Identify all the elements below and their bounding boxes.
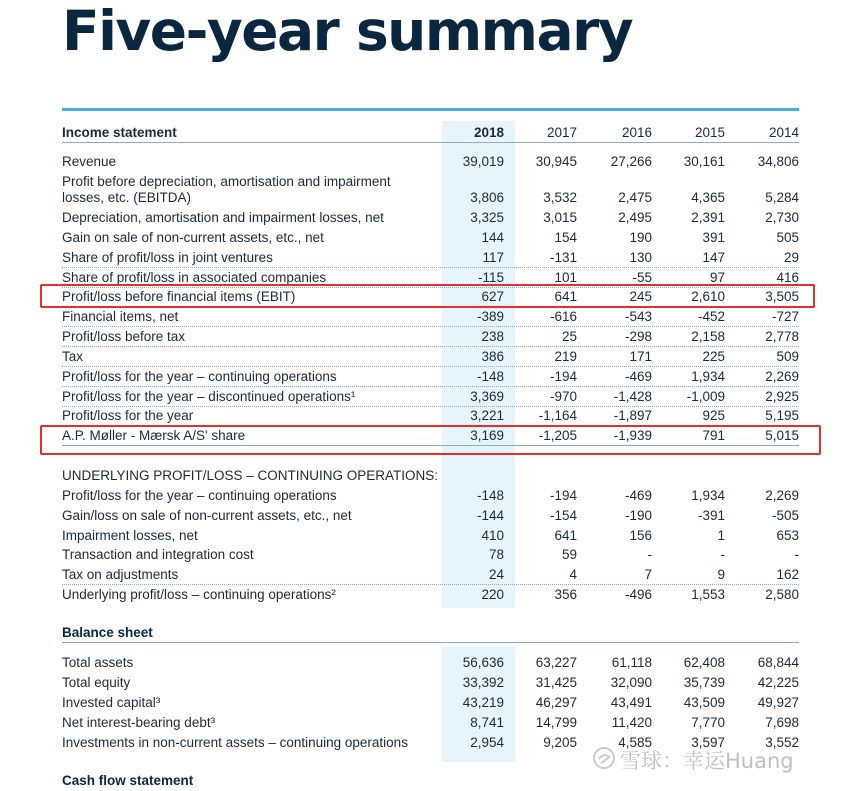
cell-value: 11,420 <box>611 715 652 730</box>
snowball-logo-icon <box>592 746 616 770</box>
cell-value: 391 <box>702 230 725 245</box>
cell-value: 245 <box>629 289 652 304</box>
cell-value: -391 <box>697 508 725 523</box>
cell-value: 25 <box>561 329 577 344</box>
cell-value: -727 <box>771 309 799 324</box>
cell-value: -194 <box>549 369 577 384</box>
row-label: Profit/loss for the year <box>62 408 194 423</box>
cell-value: 1,934 <box>691 488 725 503</box>
row-label: Total equity <box>62 675 131 690</box>
cell-value: 641 <box>554 289 577 304</box>
cell-value: -1,205 <box>538 428 577 443</box>
cell-value: 3,532 <box>543 190 577 205</box>
cell-value: 238 <box>481 329 504 344</box>
cell-value: 641 <box>554 528 577 543</box>
row-label: Investments in non-current assets – continuing operations <box>62 735 408 750</box>
cell-value: 7 <box>644 567 652 582</box>
cell-value: -131 <box>549 250 577 265</box>
cell-value: -505 <box>771 508 799 523</box>
income-statement-header-row <box>62 123 799 143</box>
row-label: Share of profit/loss in joint ventures <box>62 250 273 265</box>
cell-value: -144 <box>476 508 504 523</box>
cell-value: 4,365 <box>691 190 725 205</box>
year-2014-header: 2014 <box>768 125 799 140</box>
cell-value: 2,475 <box>618 190 652 205</box>
cell-value: 171 <box>629 349 652 364</box>
row-label: Profit/loss for the year – discontinued operations¹ <box>62 389 356 404</box>
cell-value: 8,741 <box>470 715 504 730</box>
cell-value: 7,698 <box>765 715 799 730</box>
cell-value: 225 <box>702 349 725 364</box>
underlying-heading: UNDERLYING PROFIT/LOSS – CONTINUING OPERATIONS: <box>62 468 439 483</box>
cell-value: 5,284 <box>765 190 799 205</box>
cell-value: 2,391 <box>691 210 725 225</box>
ebit-highlight-box <box>40 284 815 308</box>
cell-value: 68,844 <box>757 655 799 670</box>
cell-value: 39,019 <box>462 154 504 169</box>
cell-value: 4,585 <box>618 735 652 750</box>
row-label: Net interest-bearing debt³ <box>62 715 216 730</box>
cell-value: 34,806 <box>757 154 799 169</box>
cell-value: 2,954 <box>470 735 504 750</box>
underlying-heading-row <box>62 466 799 486</box>
cell-value: -616 <box>549 309 577 324</box>
cell-value: -115 <box>477 270 504 285</box>
cell-value: -1,897 <box>613 408 652 423</box>
cell-value: 653 <box>776 528 799 543</box>
cell-value: -148 <box>476 369 504 384</box>
cell-value: 154 <box>554 230 577 245</box>
cell-value: 416 <box>776 270 799 285</box>
income_statement-row <box>62 208 799 228</box>
cell-value: 144 <box>481 230 504 245</box>
cell-value: 3,169 <box>470 428 504 443</box>
cell-value: 32,090 <box>610 675 652 690</box>
cell-value: - <box>647 547 652 562</box>
cell-value: 14,799 <box>535 715 577 730</box>
cell-value: 2,269 <box>765 369 799 384</box>
row-label: Tax on adjustments <box>62 567 179 582</box>
row-label: Total assets <box>62 655 134 670</box>
income_statement-row <box>62 248 799 268</box>
cell-value: 29 <box>783 250 799 265</box>
row-label: Financial items, net <box>62 309 179 324</box>
cell-value: 4 <box>569 567 577 582</box>
cell-value: -190 <box>624 508 652 523</box>
cell-value: - <box>794 547 799 562</box>
row-label: Profit/loss for the year – continuing operations <box>62 488 337 503</box>
income_statement-row <box>62 172 799 208</box>
cell-value: -298 <box>624 329 652 344</box>
cell-value: 43,509 <box>683 695 725 710</box>
cell-value: 46,297 <box>535 695 577 710</box>
income_statement-row <box>62 307 799 327</box>
row-label: Impairment losses, net <box>62 528 198 543</box>
cell-value: 2,610 <box>691 289 725 304</box>
cell-value: 61,118 <box>611 655 652 670</box>
balance_sheet-row <box>62 713 799 733</box>
balance_sheet-row <box>62 653 799 673</box>
cell-value: 3,552 <box>765 735 799 750</box>
cell-value: 1 <box>717 528 725 543</box>
cell-value: -148 <box>476 488 504 503</box>
year-2016-header: 2016 <box>621 125 652 140</box>
cell-value: -1,428 <box>613 389 652 404</box>
cash-flow-heading: Cash flow statement <box>62 773 194 788</box>
cell-value: 1,934 <box>691 369 725 384</box>
row-label <box>62 174 391 206</box>
underlying-row <box>62 526 799 546</box>
cell-value: 56,636 <box>462 655 504 670</box>
cell-value: 505 <box>776 230 799 245</box>
cell-value: - <box>720 547 725 562</box>
cell-value: -1,009 <box>686 389 725 404</box>
cell-value: 2,580 <box>765 587 799 602</box>
year-2018-header: 2018 <box>473 125 504 140</box>
income_statement-row <box>62 327 799 347</box>
income_statement-row <box>62 347 799 367</box>
row-label: Depreciation, amortisation and impairment losses, net <box>62 210 384 225</box>
cell-value: 62,408 <box>683 655 725 670</box>
cell-value: -55 <box>632 270 652 285</box>
cell-value: 410 <box>481 528 504 543</box>
cell-value: -1,939 <box>613 428 652 443</box>
row-label: A.P. Møller - Mærsk A/S' share <box>62 428 246 443</box>
cell-value: 130 <box>629 250 652 265</box>
row-label: Underlying profit/loss – continuing operations² <box>62 587 336 602</box>
cell-value: 2,925 <box>765 389 799 404</box>
cell-value: 63,227 <box>535 655 577 670</box>
cell-value: 162 <box>776 567 799 582</box>
cell-value: -452 <box>697 309 725 324</box>
row-label: Transaction and integration cost <box>62 547 254 562</box>
cell-value: 791 <box>702 428 725 443</box>
cell-value: -970 <box>549 389 577 404</box>
income-statement-heading: Income statement <box>62 125 177 140</box>
cell-value: 59 <box>561 547 577 562</box>
cell-value: -469 <box>624 488 652 503</box>
row-label-line2: losses, etc. (EBITDA) <box>62 190 192 205</box>
cell-value: 1,553 <box>691 587 725 602</box>
cell-value: -1,164 <box>538 408 577 423</box>
cell-value: -469 <box>624 369 652 384</box>
cell-value: 97 <box>709 270 725 285</box>
balance-sheet-heading: Balance sheet <box>62 623 799 643</box>
cell-value: 5,195 <box>765 408 799 423</box>
cell-value: 9,205 <box>543 735 577 750</box>
underlying-row <box>62 506 799 526</box>
page-title: Five-year summary <box>62 0 633 63</box>
row-label: Gain/loss on sale of non-current assets, etc., net <box>62 508 352 523</box>
income_statement-row <box>62 152 799 172</box>
cell-value: 33,392 <box>462 675 504 690</box>
cell-value: 9 <box>717 567 725 582</box>
cell-value: 2,778 <box>765 329 799 344</box>
row-label-line1: Profit before depreciation, amortisation and impairment <box>62 174 391 189</box>
cell-value: 356 <box>554 587 577 602</box>
cell-value: -543 <box>624 309 652 324</box>
cell-value: 925 <box>702 408 725 423</box>
top-accent-rule <box>62 108 799 111</box>
underlying-row <box>62 486 799 506</box>
row-label: Profit/loss before financial items (EBIT) <box>62 289 296 304</box>
income_statement-row <box>62 406 799 426</box>
cell-value: 30,945 <box>535 154 577 169</box>
cell-value: 3,806 <box>470 190 504 205</box>
cell-value: 117 <box>482 250 504 265</box>
year-2015-header: 2015 <box>694 125 725 140</box>
row-label: Revenue <box>62 154 117 169</box>
cell-value: 7,770 <box>691 715 725 730</box>
cell-value: 49,927 <box>757 695 799 710</box>
cell-value: 24 <box>488 567 504 582</box>
cell-value: 3,015 <box>543 210 577 225</box>
row-label: Share of profit/loss in associated companies <box>62 270 327 285</box>
cell-value: 3,597 <box>691 735 725 750</box>
year-2017-header: 2017 <box>546 125 577 140</box>
cell-value: 43,491 <box>610 695 652 710</box>
cell-value: 27,266 <box>610 154 652 169</box>
cell-value: 509 <box>776 349 799 364</box>
cell-value: 42,225 <box>757 675 799 690</box>
cell-value: 190 <box>629 230 652 245</box>
underlying-row <box>62 585 799 605</box>
cell-value: 3,505 <box>765 289 799 304</box>
cell-value: -389 <box>476 309 504 324</box>
cell-value: 3,325 <box>470 210 504 225</box>
cell-value: 43,219 <box>462 695 504 710</box>
row-label: Gain on sale of non-current assets, etc., net <box>62 230 324 245</box>
cell-value: -496 <box>624 587 652 602</box>
income_statement-row <box>62 387 799 407</box>
cell-value: 2,495 <box>618 210 652 225</box>
cell-value: 101 <box>554 270 577 285</box>
maersk-share-highlight-box <box>40 425 821 455</box>
cell-value: 2,158 <box>691 329 725 344</box>
cell-value: 5,015 <box>765 428 799 443</box>
cell-value: 147 <box>702 250 725 265</box>
income_statement-row <box>62 367 799 387</box>
row-label: Profit/loss before tax <box>62 329 186 344</box>
cell-value: -154 <box>549 508 577 523</box>
row-label: Profit/loss for the year – continuing operations <box>62 369 337 384</box>
cell-value: 2,269 <box>765 488 799 503</box>
cell-value: 156 <box>629 528 652 543</box>
cell-value: 3,221 <box>470 408 504 423</box>
row-label: Tax <box>62 349 84 364</box>
cell-value: 219 <box>554 349 577 364</box>
cell-value: 627 <box>481 289 504 304</box>
cell-value: -194 <box>549 488 577 503</box>
cell-value: 30,161 <box>683 154 725 169</box>
watermark-text: 雪球：幸运Huang <box>620 749 794 773</box>
cell-value: 2,730 <box>765 210 799 225</box>
cell-value: 31,425 <box>535 675 577 690</box>
balance_sheet-row <box>62 693 799 713</box>
income_statement-row <box>62 228 799 248</box>
balance_sheet-row <box>62 673 799 693</box>
cell-value: 78 <box>488 547 504 562</box>
row-label: Invested capital³ <box>62 695 161 710</box>
cell-value: 35,739 <box>683 675 725 690</box>
underlying-row <box>62 545 799 565</box>
cell-value: 220 <box>481 587 504 602</box>
cell-value: 386 <box>481 349 504 364</box>
cell-value: 3,369 <box>470 389 504 404</box>
underlying-row <box>62 565 799 585</box>
